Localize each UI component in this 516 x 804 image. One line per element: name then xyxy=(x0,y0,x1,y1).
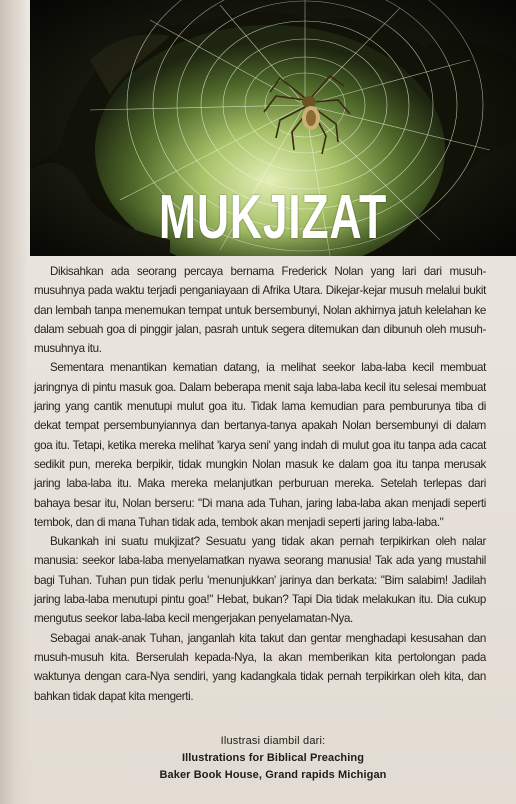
article-body xyxy=(34,262,486,706)
paragraph: Sementara menantikan kematian datang, ia melihat seekor laba-laba kecil membuat jaringnya di pintu masuk goa. Dalam beberapa menit saja laba-laba kecil itu selesai membuat jaring yang cantik menutupi mulut goa itu. Tidak lama kemudian para pemburunya tiba di dekat tempat persembunyiannya dan bertanya-tanya apakah Nolan bersembunyi di dalam goa itu. Tetapi, ketika mereka melihat 'karya seni' yang indah di mulut goa itu tanpa ada cacat sedikit pun, mereka berpikir, tidak mungkin Nolan masuk ke dalam goa itu tanpa merusak jaring laba-laba itu. Maka mereka melanjutkan perburuan mereka. Setelah terlepas dari bahaya besar itu, Nolan berseru: "Di mana ada Tuhan, jaring laba-laba akan menjadi seperti tembok, dan di mana Tuhan tidak ada, tembok akan menjadi seperti jaring laba-laba." xyxy=(34,361,486,529)
paragraph: Sebagai anak-anak Tuhan, janganlah kita takut dan gentar menghadapi kesusahan dan musuh-musuh kita. Berserulah kepada-Nya, Ia akan memberikan kita pertolongan pada waktunya dengan cara-Nya sendiri, yang kadangkala tidak pernah terpikirkan oleh kita, dan bahkan tidak dapat kita mengerti. xyxy=(34,631,486,703)
paragraph: Dikisahkan ada seorang percaya bernama Frederick Nolan yang lari dari musuh-musuhnya pada waktu terjadi penganiayaan di Afrika Utara. Dikejar-kejar musuh melalui bukit dan lembah tanpa menemukan tempat untuk bersembunyi, Nolan akhirnya jatuh kelelahan ke dalam sebuah goa di pinggir jalan, pasrah untuk segera ditemukan dan dibunuh oleh musuh-musuhnya itu. xyxy=(34,265,486,356)
credits-book-title: Illustrations for Biblical Preaching xyxy=(181,752,365,764)
paragraph: Bukankah ini suatu mukjizat? Sesuatu yang tidak akan pernah terpikirkan oleh nalar manusia: seekor laba-laba menyelamatkan nyawa seorang manusia! Tak ada yang mustahil bagi Tuhan. Tuhan pun tidak perlu 'menunjukkan' jarinya dan berkata: "Bim salabim! Jadilah jaring laba-laba menutupi pintu goa!" Hebat, bukan? Tapi Dia tidak melakukan itu. Dia cukup mengutus seekor laba-laba kecil mengerjakan penyelamatan-Nya. xyxy=(34,535,486,626)
cave-spider-photo xyxy=(30,0,516,256)
credits-label: Ilustrasi diambil dari: xyxy=(220,735,326,747)
source-credits xyxy=(30,733,516,784)
credits-publisher: Baker Book House, Grand rapids Michigan xyxy=(159,769,387,781)
article-title: MUKJIZAT xyxy=(158,183,388,252)
